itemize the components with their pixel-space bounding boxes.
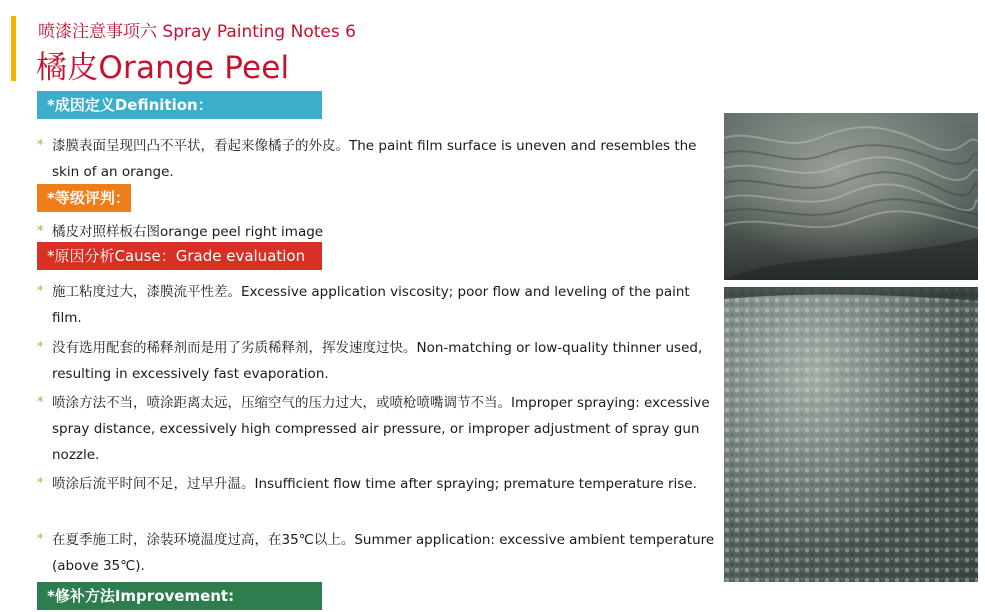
bullet-star-icon: *: [37, 138, 44, 153]
cause-item: [37, 335, 717, 387]
grade-item-text: 橘皮对照样板右图orange peel right image: [52, 224, 324, 240]
improvement-heading: *修补方法Improvement:: [37, 582, 322, 610]
grade-heading: *等级评判：: [37, 184, 131, 212]
definition-item: [37, 133, 717, 185]
page-title: 橘皮Orange Peel: [36, 50, 290, 86]
definition-heading: *成因定义Definition：: [37, 91, 322, 119]
cause-item-text: 没有选用配套的稀释剂而是用了劣质稀释剂，挥发速度过快。Non-matching or low-quality thinner used, resulting in excessively fast evaporation.: [52, 340, 703, 382]
orange-peel-photo-textured: [724, 287, 978, 582]
cause-item-text: 施工粘度过大，漆膜流平性差。Excessive application viscosity; poor flow and leveling of the paint film.: [52, 284, 690, 326]
bullet-star-icon: *: [37, 340, 44, 355]
bullet-star-icon: *: [37, 395, 44, 410]
bullet-star-icon: *: [37, 532, 44, 547]
cause-item: [37, 279, 717, 331]
bullet-star-icon: *: [37, 476, 44, 491]
bullet-star-icon: *: [37, 284, 44, 299]
cause-item: [37, 390, 717, 468]
cause-item-text: 喷涂方法不当，喷涂距离太远，压缩空气的压力过大，或喷枪喷嘴调节不当。Improper spraying: excessive spray distance, excessively high compressed air pressure, or improper adjustment of spray gun nozzle.: [52, 395, 710, 463]
cause-heading: *原因分析Cause：Grade evaluation: [37, 242, 322, 270]
definition-item-text: 漆膜表面呈现凹凸不平状，看起来像橘子的外皮。The paint film surface is uneven and resembles the skin of an orange.: [52, 138, 697, 180]
page-subtitle: 喷漆注意事项六 Spray Painting Notes 6: [38, 22, 356, 42]
bullet-star-icon: *: [37, 224, 44, 239]
accent-bar: [11, 16, 16, 81]
cause-item: [37, 471, 717, 497]
orange-peel-photo-wavy: [724, 113, 978, 280]
cause-item-text: 在夏季施工时，涂装环境温度过高，在35℃以上。Summer application: excessive ambient temperature (above 35℃).: [52, 532, 715, 574]
cause-item-text: 喷涂后流平时间不足，过早升温。Insufficient flow time after spraying; premature temperature rise.: [52, 476, 697, 492]
cause-item: [37, 527, 717, 579]
